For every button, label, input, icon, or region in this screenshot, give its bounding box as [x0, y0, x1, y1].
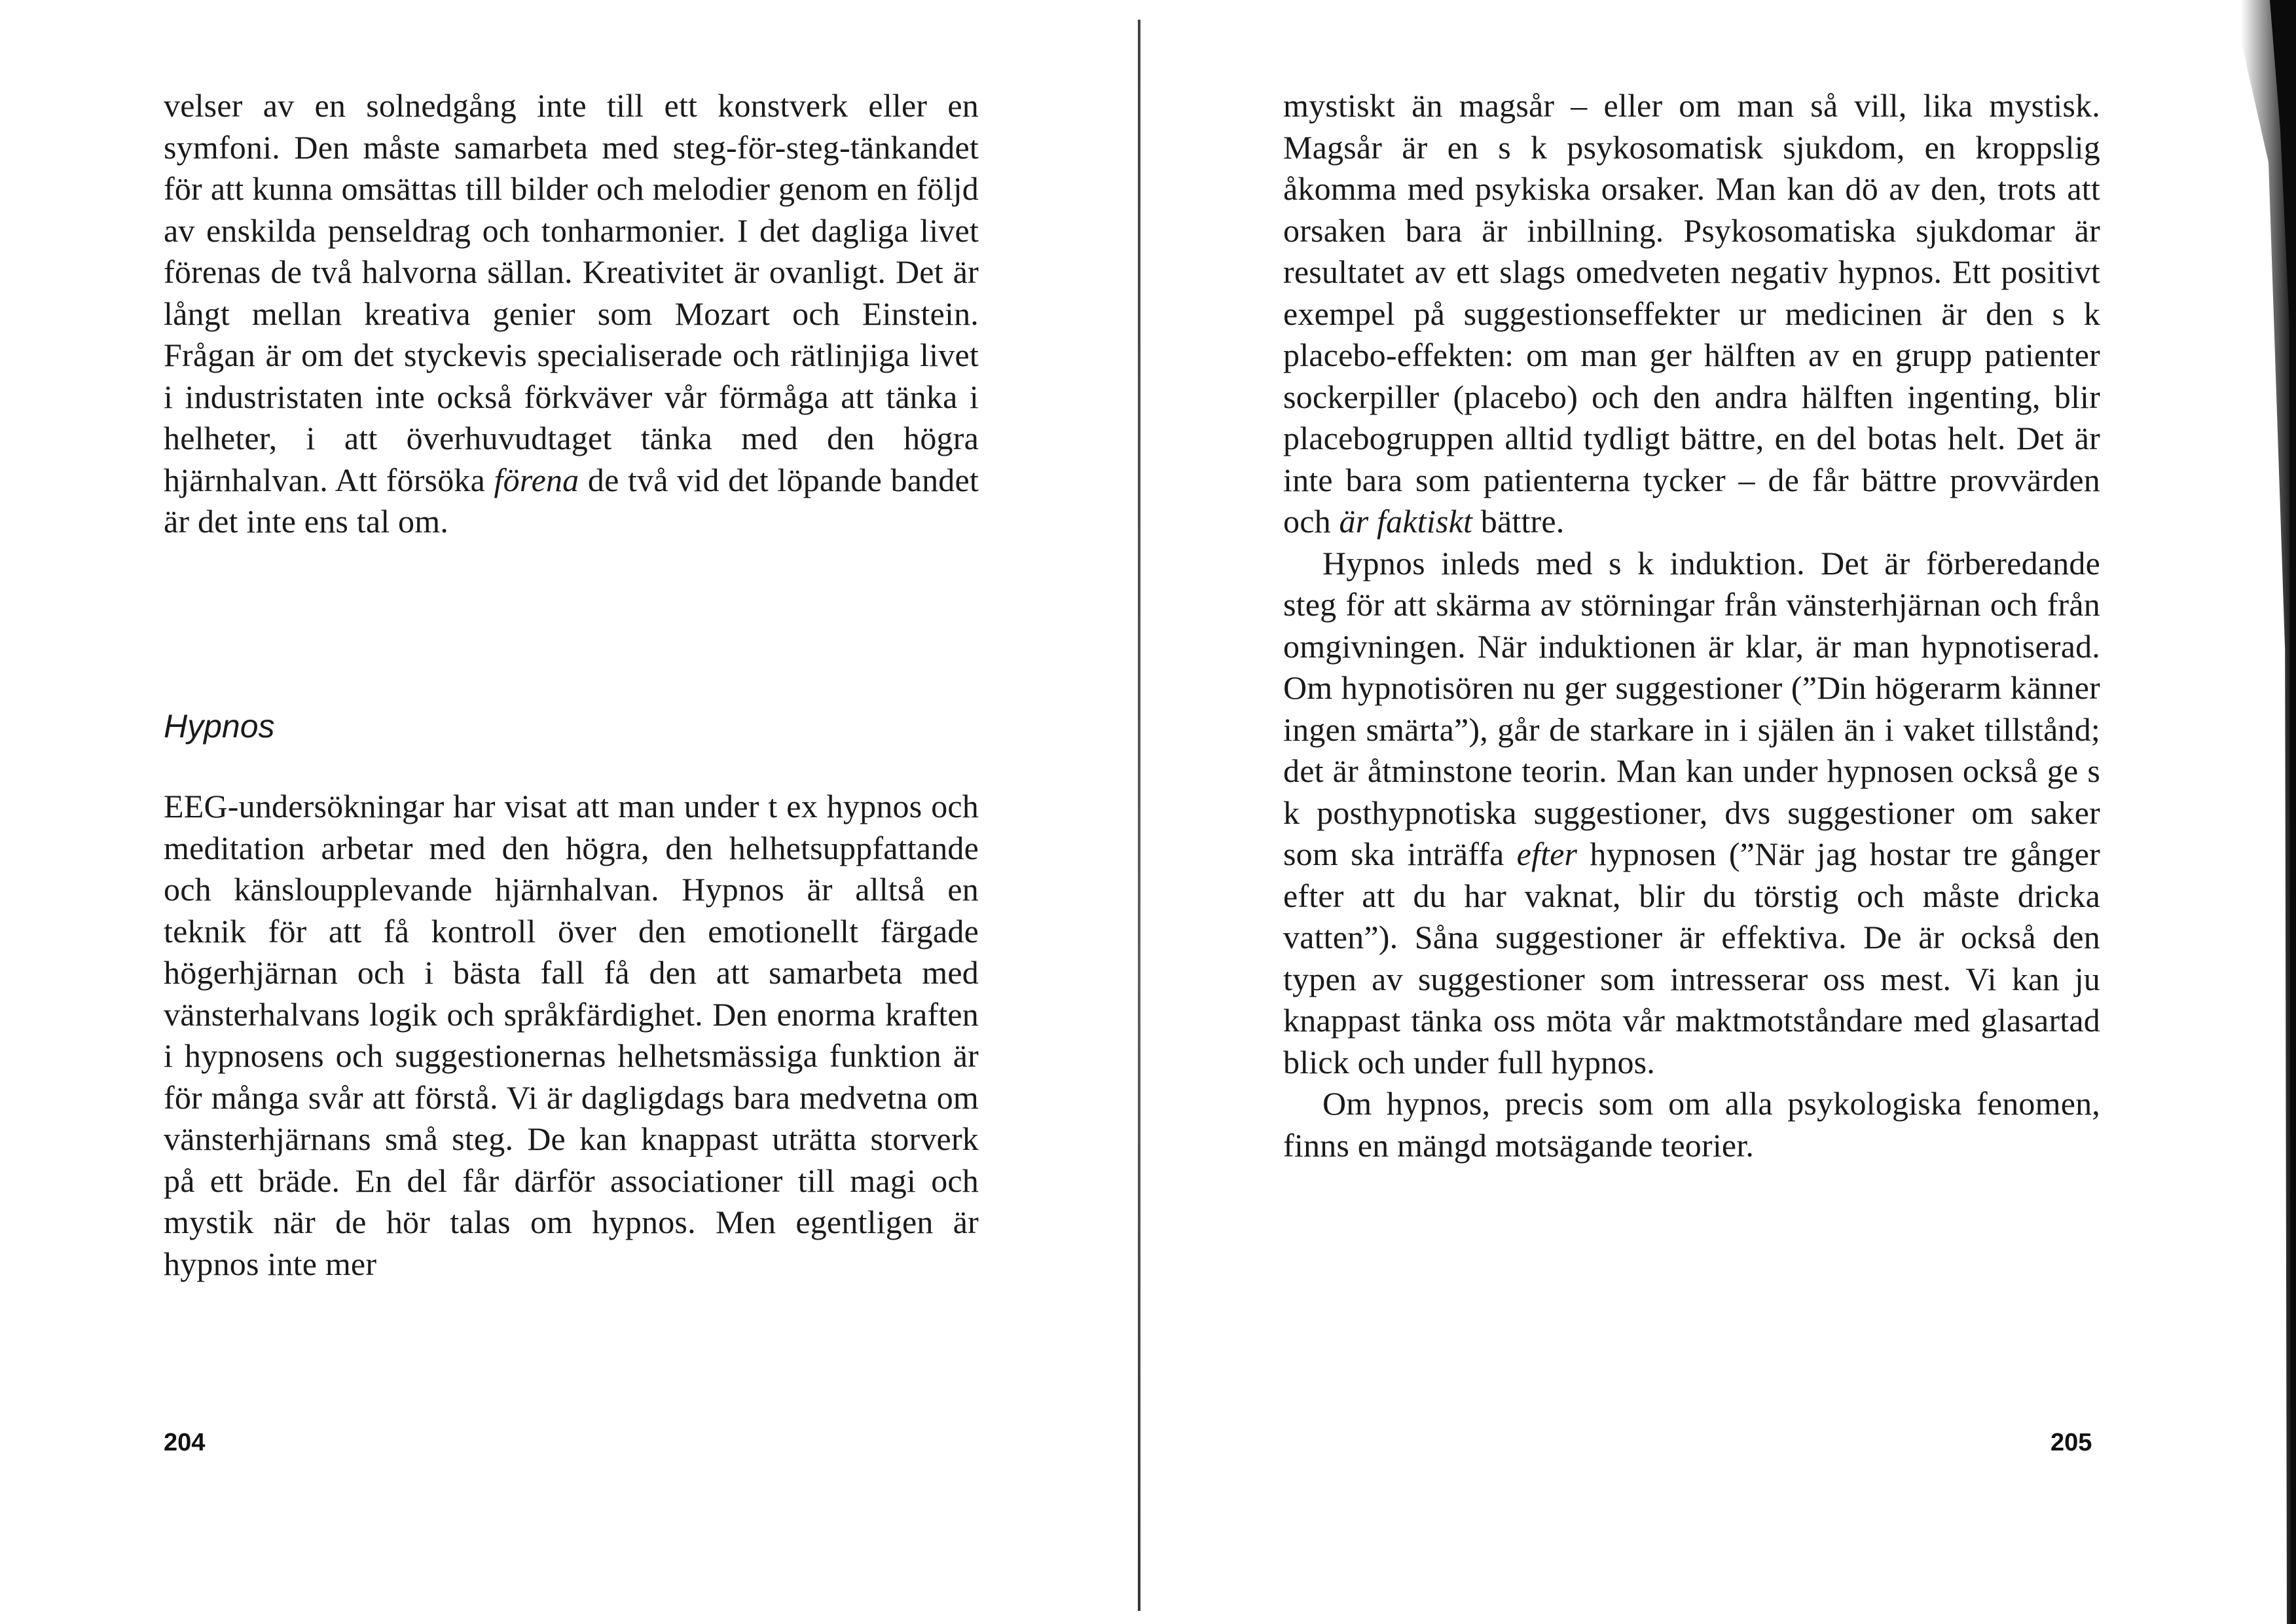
left-bottom-paragraph — [164, 786, 979, 1285]
body-text: EEG-undersökningar har visat att man under t ex hypnos och meditation arbetar med den högra, den helhetsuppfattande och känsloupplevande hjärnhalvan. Hypnos är alltså en teknik för att få kontroll över den emotionellt färgade högerhjärnan och i bästa fall få den att samarbeta med vänsterhalvans logik och språkfärdighet. Den enorma kraften i hypnosens och suggestionernas helhetsmässiga funktion är för många svår att förstå. Vi är dagligdags bara medvetna om vänsterhjärnans små steg. De kan knappast uträtta storverk på ett bräde. En del får därför associationer till magi och mystik när de hör talas om hypnos. Men egentligen är hypnos inte mer — [164, 788, 979, 1282]
paragraph-3: Om hypnos, precis som om alla psykologiska fenomen, finns en mängd motsägande teorier. — [1283, 1085, 2100, 1164]
page-number-right: 205 — [2050, 1429, 2092, 1456]
paragraph-text: mystiskt än magsår – eller om man så vill, lika mystisk. Magsår är en s k psykosomatisk sjukdom, en kroppslig åkomma med psykiska orsaker. Man kan dö av den, trots att orsaken bara är inbillning. Psykosomatiska sjukdomar är resultatet av ett slags omedveten negativ hypnos. Ett positivt exempel på suggestionseffekter ur medicinen är den s k placebo-effekten: om man ger hälften av en grupp patienter sockerpiller (placebo) och den andra hälften ingenting, blir placebogruppen alltid tydligt bättre, en del botas helt. Det är inte bara som patienterna tycker – de får bättre provvärden och — [1283, 87, 2100, 540]
left-page — [0, 0, 1139, 1624]
paragraph-text: velser av en solnedgång inte till ett konstverk eller en symfoni. Den måste samarbeta med steg-för-steg-tänkandet för att kunna omsättas till bilder och melodier genom en följd av enskilda penseldrag och tonharmonier. I det dagliga livet förenas de två halvorna sällan. Kreativitet är ovanligt. Det är långt mellan kreativa genier som Mozart och Einstein. Frågan är om det styckevis specialiserade och rätlinjiga livet i industristaten inte också förkväver vår förmåga att tänka i helheter, i att överhuvudtaget tänka med den högra hjärnhalvan. Att försöka — [164, 87, 979, 498]
paragraph-text-end: hypnosen (”När jag hostar tre gånger efter att du har vaknat, blir du törstig och måste dricka vatten”). Såna suggestioner är effektiva. De är också den typen av suggestioner som intresserar oss mest. Vi kan ju knappast tänka oss möta vår maktmotståndare med glasartad blick och under full hypnos. — [1283, 836, 2101, 1080]
emphasis-text: efter — [1516, 836, 1578, 872]
body-text — [164, 85, 979, 543]
emphasis-text: förena — [494, 461, 579, 498]
right-text-column — [1283, 85, 2100, 1166]
emphasis-text: är faktiskt — [1339, 503, 1473, 540]
page-number-left: 204 — [164, 1429, 206, 1456]
paragraph-1 — [1283, 85, 2100, 543]
paragraph-text-end: bättre. — [1472, 503, 1565, 540]
paragraph-text: Hypnos inleds med s k induktion. Det är förberedande steg för att skärma av störningar från vänsterhjärnan och från omgivningen. När induktionen är klar, är man hypnotiserad. Om hypnotisören nu ger suggestioner (”Din högerarm känner ingen smärta”), går de starkare in i själen än i vaket tillstånd; det är åtminstone teorin. Man kan under hypnosen också ge s k posthypnotiska suggestioner, dvs suggestioner om saker som ska inträffa — [1283, 544, 2100, 872]
paragraph-2 — [1283, 543, 2100, 1084]
left-top-paragraph — [164, 85, 979, 543]
paragraph-text-end: de två vid det löpande bandet är det inte ens tal om. — [164, 461, 979, 540]
section-heading: Hypnos — [164, 708, 275, 745]
